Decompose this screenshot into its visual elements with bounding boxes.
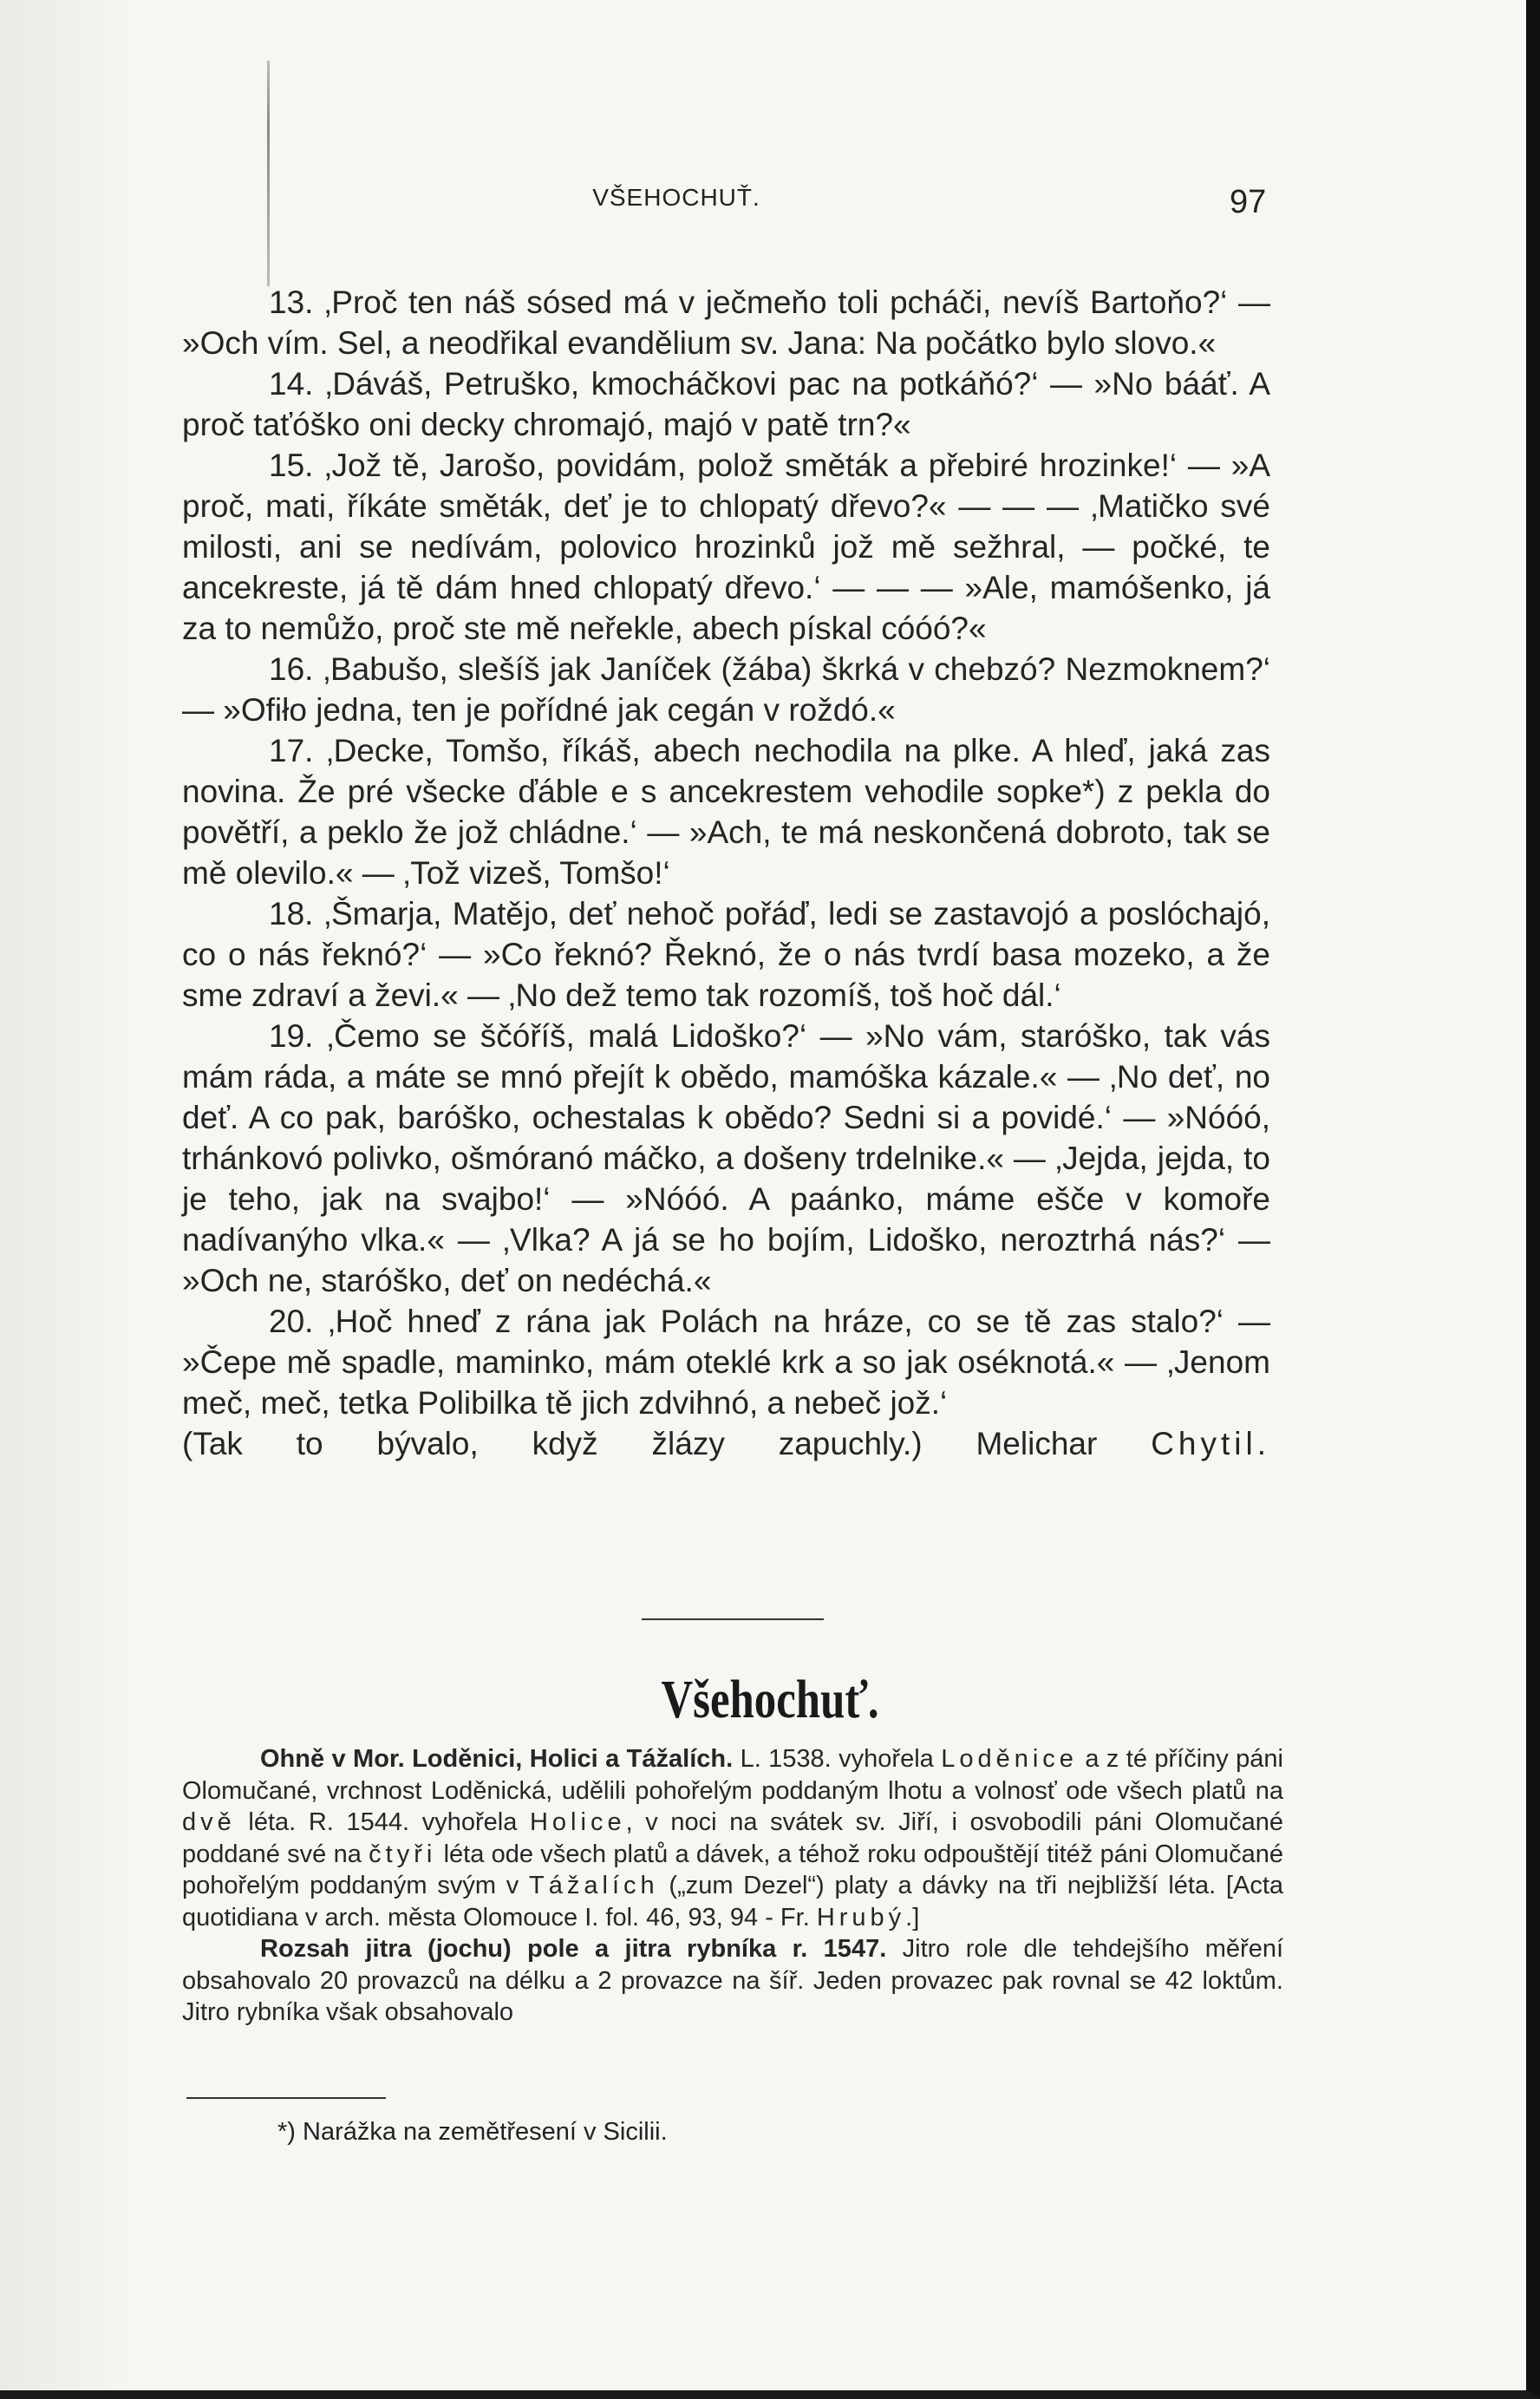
article-heading: Ohně v Mor. Loděnici, Holici a Tážalích. bbox=[260, 1745, 734, 1773]
dialogue-18: 18. ‚Šmarja, Matějo, deť nehoč pořáď, ledi se zastavojó a poslóchajó, co o nás řeknó?‘ — »Co řeknó? Řeknó, že o nás tvrdí basa mozeko, a že sme zdraví a ževi.« — ‚No dež temo tak rozomíš, toš hoč dál.‘ bbox=[182, 896, 1270, 1013]
article-fires bbox=[182, 1743, 1283, 1933]
author-name: Hrubý bbox=[816, 1903, 906, 1932]
place-name: Tážalích bbox=[529, 1872, 659, 1899]
place-name: Holice bbox=[529, 1808, 626, 1836]
section-title: Všehochuť. bbox=[661, 1670, 879, 1729]
article-text: („zum Dezel“) platy a dávky na tři nejbližší léta. [Acta quotidiana v arch. města Olomouce I. fol. 46, 93, 94 - Fr. bbox=[182, 1872, 1284, 1932]
emphasis-text: čtyři bbox=[369, 1840, 437, 1868]
dialogue-17: 17. ‚Decke, Tomšo, říkáš, abech nechodila na plke. A hleď, jaká zas novina. Že pré všecke ďáble e s ancekrestem vehodile sopke*) z pekla do povětří, a peklo že jož chládne.‘ — »Ach, te má neskončená dobroto, tak se mě olevilo.« — ‚Tož vizeš, Tomšo!‘ bbox=[182, 733, 1270, 891]
footnote-divider bbox=[186, 2097, 386, 2099]
article-text: léta ode všech platů a dávek, a téhož roku odpouštějí titéž páni Olomučané pohořelým poddaným svým v bbox=[182, 1840, 1283, 1899]
dialogue-19: 19. ‚Čemo se ščóříš, malá Lidoško?‘ — »No vám, staróško, tak vás mám ráda, a máte se mnó přejít k obědo, mamóška kázale.« — ‚No deť, no deť. A co pak, baróško, ochestalas k obědo? Sedni si a povidé.‘ — »Nóóó, trhánkovó polivko, ošmóranó máčko, a došeny trdelnike.« — ‚Jejda, jejda, to je teho, jak na svajbo!‘ — »Nóóó. A paánko, máme ešče v komoře nadívanýho vlka.« — ‚Vlka? A já se ho bojím, Lidoško, neroztrhá nás?‘ — »Och ne, staróško, deť on nedéchá.« bbox=[182, 1018, 1270, 1298]
article-text: .] bbox=[905, 1903, 920, 1932]
place-name: Loděnice bbox=[941, 1745, 1078, 1773]
dialogue-14: 14. ‚Dáváš, Petruško, kmocháčkovi pac na potkáňó?‘ — »No bááť. A proč taťóško oni decky chromajó, majó v patě trn?« bbox=[182, 366, 1270, 442]
dialogue-16: 16. ‚Babušo, slešíš jak Janíček (žába) škrká v chebzó? Nezmoknem?‘ — »Ofiło jedna, ten je pořídné jak cegán v roždó.« bbox=[182, 651, 1270, 728]
closing-note: (Tak to bývalo, když žlázy zapuchly.) bbox=[182, 1426, 923, 1461]
footnote: *) Narážka na zemětřesení v Sicilii. bbox=[277, 2118, 668, 2146]
article-heading: Rozsah jitra (jochu) pole a jitra rybníka r. 1547. bbox=[260, 1935, 887, 1963]
article-text: L. 1538. vyhořela bbox=[733, 1745, 942, 1773]
article-text: léta. R. 1544. vyhořela bbox=[235, 1808, 530, 1836]
article-text: Jitro role dle tehdejšího měření obsahovalo 20 provazců na délku a 2 provazce na šíř. Jeden provazec pak rovnal se 42 loktům. Jitro rybníka však obsahovalo bbox=[182, 1935, 1284, 2026]
running-title: VŠEHOCHUŤ. bbox=[592, 184, 760, 211]
closing-line bbox=[182, 1423, 1270, 1464]
dialogue-section bbox=[182, 282, 1270, 1464]
author-last-name: Chytil. bbox=[1151, 1426, 1270, 1461]
articles-section bbox=[182, 1743, 1283, 2029]
page-number: 97 bbox=[1230, 184, 1267, 220]
article-text: , v noci na svátek sv. Jiří, i osvobodili páni Olomučané poddané své na bbox=[182, 1808, 1283, 1868]
emphasis-text: dvě bbox=[182, 1808, 236, 1836]
section-divider bbox=[642, 1618, 824, 1620]
article-text: a z té příčiny páni Olomučané, vrchnost Loděnická, udělili pohořelým poddaným lhotu a volnosť ode všech platů na bbox=[182, 1745, 1284, 1805]
author-name bbox=[976, 1426, 1270, 1461]
dialogue-13: 13. ‚Proč ten náš sósed má v ječmeňo toli pcháči, nevíš Bartoňo?‘ — »Och vím. Sel, a neodřikal evandělium sv. Jana: Na počátko bylo slovo.« bbox=[182, 284, 1270, 361]
dialogue-15: 15. ‚Jož tě, Jarošo, povidám, polož směták a přebiré hrozinke!‘ — »A proč, mati, říkáte směták, deť je to chlopatý dřevo?« — — — ‚Matičko své milosti, ani se nedívám, polovico hrozinků jož mě sežhral, — počké, te ancekreste, já tě dám hned chlopatý dřevo.‘ — — — »Ale, mamóšenko, já za to nemůžo, proč ste mě neřekle, abech pískal cóóó?« bbox=[182, 448, 1270, 646]
page-shadow bbox=[0, 0, 139, 2399]
author-first-name: Melichar bbox=[976, 1426, 1098, 1461]
binding-mark bbox=[267, 61, 270, 286]
article-measures bbox=[182, 1933, 1283, 2029]
dialogue-20: 20. ‚Hoč hneď z rána jak Polách na hráze, co se tě zas stalo?‘ — »Čepe mě spadle, maminko, mám oteklé krk a so jak oséknotá.« — ‚Jenom meč, meč, tetka Polibilka tě jich zdvihnó, a nebeč jož.‘ bbox=[182, 1304, 1270, 1421]
